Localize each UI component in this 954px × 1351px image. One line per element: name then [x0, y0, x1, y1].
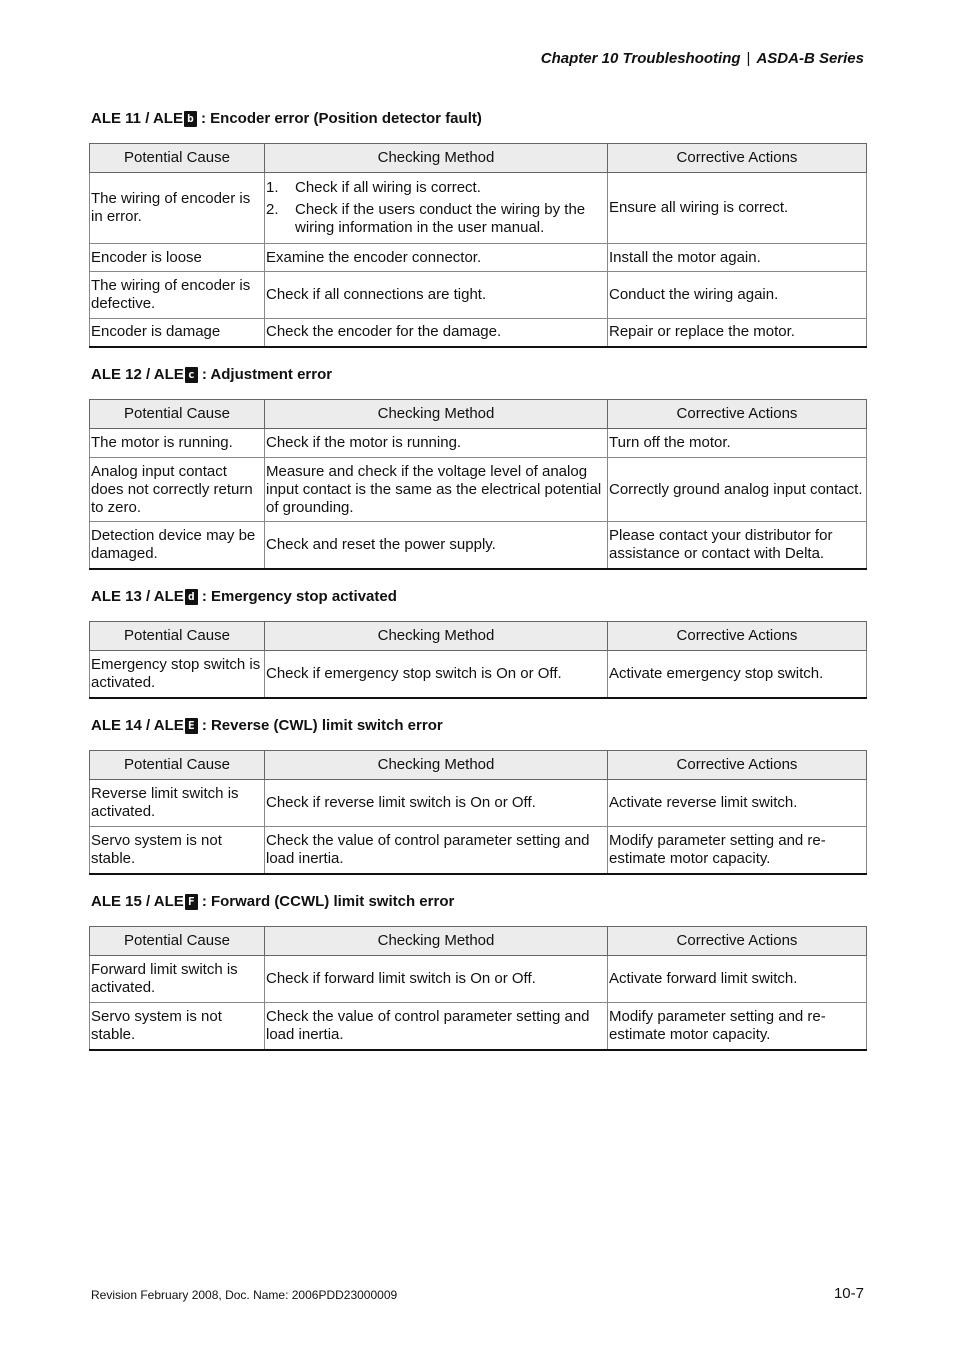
- method-step: [266, 201, 606, 237]
- cause-cell: The wiring of encoder is in error.: [90, 173, 265, 244]
- page-header: [541, 50, 864, 67]
- section-title-suffix: : Forward (CCWL) limit switch error: [201, 893, 455, 910]
- action-cell: Turn off the motor.: [608, 429, 867, 458]
- method-cell: Check and reset the power supply.: [265, 522, 608, 569]
- column-header-actions: Corrective Actions: [608, 751, 867, 780]
- column-header-method: Checking Method: [265, 622, 608, 651]
- section-title-prefix: ALE 14 / ALE: [91, 717, 184, 734]
- table-header-row: [90, 927, 867, 956]
- cause-cell: Detection device may be damaged.: [90, 522, 265, 569]
- troubleshooting-table-ale13: [89, 621, 867, 699]
- column-header-method: Checking Method: [265, 400, 608, 429]
- method-cell: Check if emergency stop switch is On or Off.: [265, 651, 608, 698]
- troubleshooting-table-ale14: [89, 750, 867, 875]
- action-cell: Repair or replace the motor.: [608, 319, 867, 347]
- method-cell: Examine the encoder connector.: [265, 244, 608, 272]
- cause-cell: Encoder is damage: [90, 319, 265, 347]
- section-title-prefix: ALE 15 / ALE: [91, 893, 184, 910]
- section-title-prefix: ALE 11 / ALE: [91, 110, 183, 127]
- cause-cell: Forward limit switch is activated.: [90, 956, 265, 1003]
- column-header-actions: Corrective Actions: [608, 144, 867, 173]
- action-cell: Activate emergency stop switch.: [608, 651, 867, 698]
- action-cell: Please contact your distributor for assistance or contact with Delta.: [608, 522, 867, 569]
- table-row: [90, 1003, 867, 1050]
- seven-segment-code-icon: E: [185, 718, 198, 734]
- action-cell: Conduct the wiring again.: [608, 272, 867, 319]
- cause-cell: Analog input contact does not correctly return to zero.: [90, 458, 265, 522]
- troubleshooting-table-ale15: [89, 926, 867, 1051]
- action-cell: Install the motor again.: [608, 244, 867, 272]
- table-header-row: [90, 622, 867, 651]
- troubleshooting-table-ale12: [89, 399, 867, 570]
- section-title-ale12: [91, 366, 332, 383]
- table-header-row: [90, 144, 867, 173]
- table-row: [90, 319, 867, 347]
- step-number: 2.: [266, 201, 279, 218]
- method-cell: Check if all connections are tight.: [265, 272, 608, 319]
- cause-cell: Reverse limit switch is activated.: [90, 780, 265, 827]
- method-cell: Check if reverse limit switch is On or Off.: [265, 780, 608, 827]
- column-header-actions: Corrective Actions: [608, 400, 867, 429]
- table-row: [90, 244, 867, 272]
- header-separator: |: [746, 50, 751, 67]
- section-title-ale14: [91, 717, 443, 734]
- cause-cell: Servo system is not stable.: [90, 827, 265, 874]
- column-header-method: Checking Method: [265, 927, 608, 956]
- action-cell: Activate reverse limit switch.: [608, 780, 867, 827]
- action-cell: Correctly ground analog input contact.: [608, 458, 867, 522]
- column-header-method: Checking Method: [265, 751, 608, 780]
- table-row: [90, 522, 867, 569]
- seven-segment-code-icon: c: [185, 367, 198, 383]
- column-header-cause: Potential Cause: [90, 622, 265, 651]
- section-title-ale15: [91, 893, 454, 910]
- cause-cell: The motor is running.: [90, 429, 265, 458]
- method-cell: Check if forward limit switch is On or Off.: [265, 956, 608, 1003]
- column-header-actions: Corrective Actions: [608, 927, 867, 956]
- chapter-title: Chapter 10 Troubleshooting: [540, 50, 741, 67]
- table-row: [90, 956, 867, 1003]
- table-row: [90, 780, 867, 827]
- page-number: 10-7: [833, 1285, 864, 1302]
- method-cell: Check the value of control parameter setting and load inertia.: [265, 827, 608, 874]
- section-title-ale11: [91, 110, 482, 127]
- column-header-cause: Potential Cause: [90, 927, 265, 956]
- method-cell: Measure and check if the voltage level of analog input contact is the same as the electrical potential of grounding.: [265, 458, 608, 522]
- section-title-suffix: : Encoder error (Position detector fault): [200, 110, 482, 127]
- action-cell: Modify parameter setting and re-estimate motor capacity.: [608, 1003, 867, 1050]
- section-title-prefix: ALE 13 / ALE: [91, 588, 184, 605]
- section-title-suffix: : Adjustment error: [201, 366, 333, 383]
- table-row: [90, 651, 867, 698]
- step-text: Check if the users conduct the wiring by the wiring information in the user manual.: [295, 201, 586, 236]
- cause-cell: Emergency stop switch is activated.: [90, 651, 265, 698]
- table-row: [90, 458, 867, 522]
- column-header-cause: Potential Cause: [90, 751, 265, 780]
- troubleshooting-table-ale11: [89, 143, 867, 348]
- column-header-method: Checking Method: [265, 144, 608, 173]
- cause-cell: The wiring of encoder is defective.: [90, 272, 265, 319]
- seven-segment-code-icon: d: [185, 589, 198, 605]
- method-cell: Check the value of control parameter setting and load inertia.: [265, 1003, 608, 1050]
- section-title-prefix: ALE 12 / ALE: [91, 366, 184, 383]
- method-step: [266, 179, 606, 197]
- section-title-ale13: [91, 588, 397, 605]
- section-title-suffix: : Emergency stop activated: [201, 588, 397, 605]
- method-steps-list: [266, 179, 606, 237]
- table-header-row: [90, 400, 867, 429]
- section-title-suffix: : Reverse (CWL) limit switch error: [201, 717, 443, 734]
- table-row: [90, 429, 867, 458]
- cause-cell: Servo system is not stable.: [90, 1003, 265, 1050]
- table-row: [90, 173, 867, 244]
- footer-revision: Revision February 2008, Doc. Name: 2006PDD23000009: [91, 1288, 398, 1302]
- method-cell: Check the encoder for the damage.: [265, 319, 608, 347]
- table-row: [90, 272, 867, 319]
- action-cell: Activate forward limit switch.: [608, 956, 867, 1003]
- action-cell: Ensure all wiring is correct.: [608, 173, 867, 244]
- cause-cell: Encoder is loose: [90, 244, 265, 272]
- series-name: ASDA-B Series: [756, 50, 864, 67]
- step-number: 1.: [266, 179, 279, 196]
- action-cell: Modify parameter setting and re-estimate motor capacity.: [608, 827, 867, 874]
- method-cell: [265, 173, 608, 244]
- seven-segment-code-icon: b: [184, 111, 197, 127]
- column-header-cause: Potential Cause: [90, 144, 265, 173]
- column-header-cause: Potential Cause: [90, 400, 265, 429]
- column-header-actions: Corrective Actions: [608, 622, 867, 651]
- table-row: [90, 827, 867, 874]
- step-text: Check if all wiring is correct.: [295, 179, 481, 196]
- method-cell: Check if the motor is running.: [265, 429, 608, 458]
- table-header-row: [90, 751, 867, 780]
- seven-segment-code-icon: F: [185, 894, 198, 910]
